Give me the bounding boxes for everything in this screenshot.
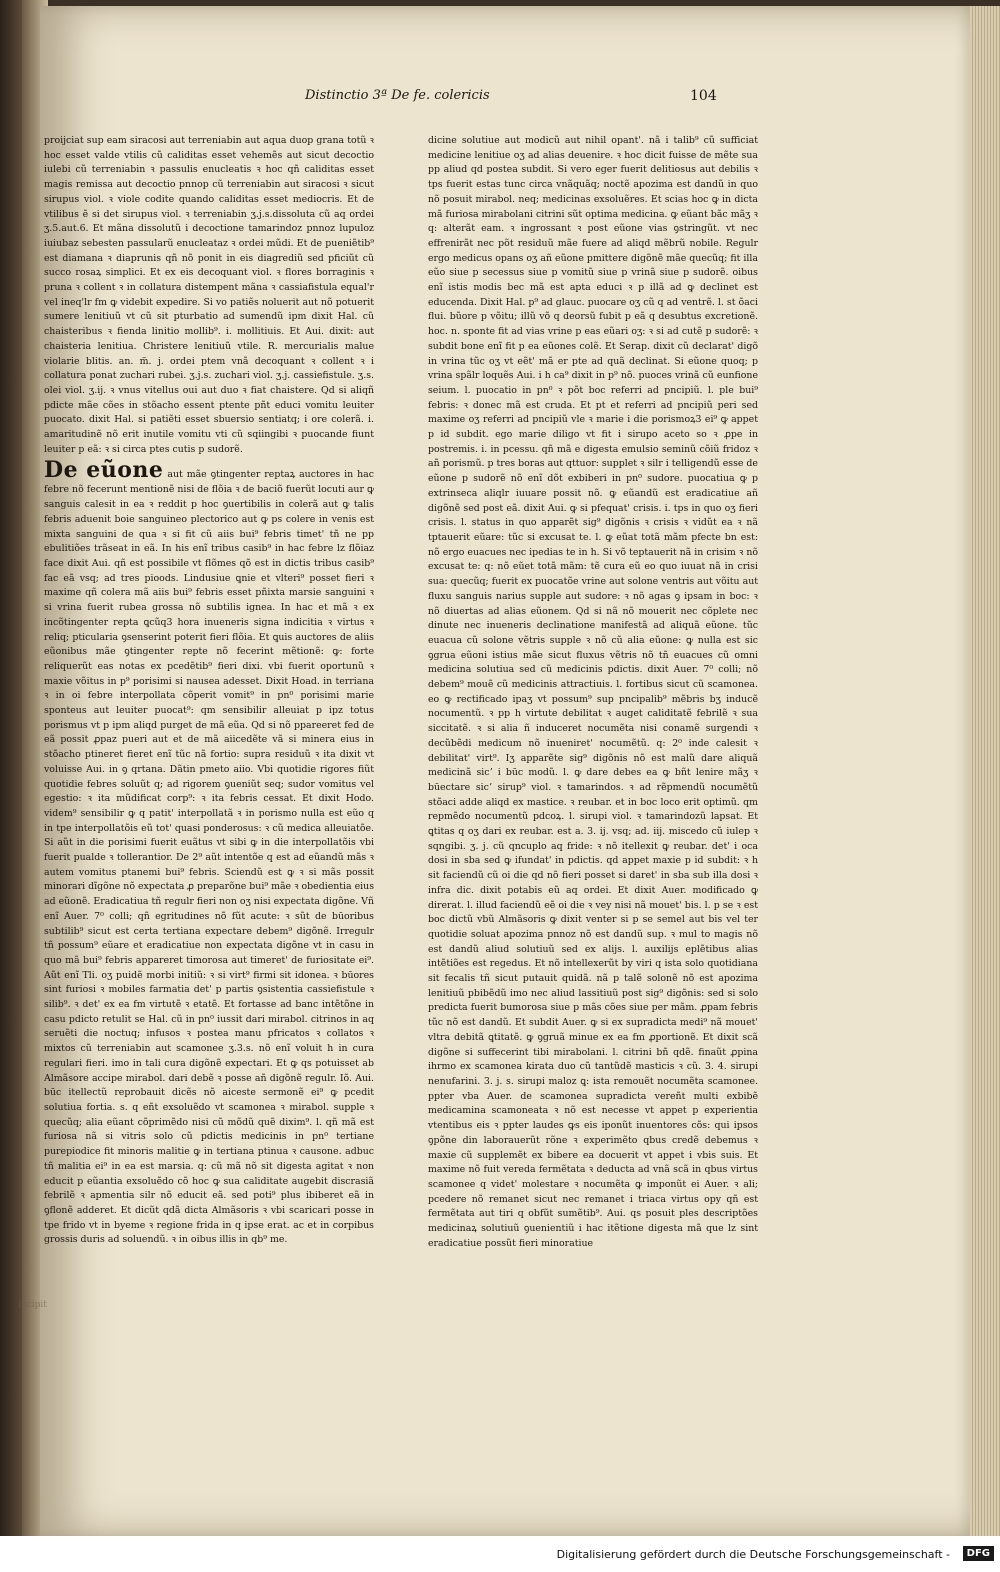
left-paragraph-2 bbox=[44, 457, 374, 1248]
left-paragraph-1: proijciat sup eam siracosi aut terreniabin aut aqua duop grana totũ ꝛ hoc esset valde vtilis cũ caliditas esset vehemẽs aut sicut decoctio iulebi cũ terreniabin ꝛ passulis enucleatis ꝛ hoc qñ caliditas esset magis remissa aut decoctio pnnop cũ terreniabin aut siracosi ꝛ sicut sirupus viol. ꝛ viole codite quando caliditas esset mediocris. Et de vtilibus ẽ si det sirupus viol. ꝛ terreniabin ʒ.j.s.dissoluta cũ aq ordei ʒ.5.aut.6. Et mãna dissolutũ i decoctione tamarindoz pnnoz lupuloz iuiubaz sebesten passularũ enucleataz ꝛ ordei mũdi. Et de pueniẽtib⁹ est diamana ꝛ diaprunis qñ nõ ponit in eis diagrediũ sed pficiũt cũ succo rosaꝝ simplici. Et ex eis decoquant viol. ꝛ flores borraginis ꝛ pruna ꝛ collent ꝛ in collatura distempent mãna ꝛ cassiafistula equal'r vel ineq'lr fm ꝙ videbit expedire. Si vo patiẽs noluerit aut nõ potuerit sumere lenitiuũ vt cũ sit pturbatio ad sumendũ ipm dixit Hal. cũ chaisteribus ꝛ fienda linitio mollib⁹. i. mollitiuis. Et Aui. dixit: aut chaisteria lenitiua. Christere lenitiuũ vtile. R. mercurialis malue violarie blitis. an. m̃. j. ordei ptem vnã decoquant ꝛ collent ꝛ i collatura ponat zuchari rubei. ʒ.j.s. zuchari viol. ʒ.j. cassiefistule. ʒ.s. olei viol. ʒ.ij. ꝛ vnus vitellus oui aut duo ꝛ fiat chaistere. Qd si aliqñ pdicte mãe cões in stõacho essent ptente pñt educi vomitu leuiter puocato. dixit Hal. si patiẽti esset sbuersio sentiatq; i ore colerã. i. amaritudinẽ nõ erit inutile vomitu vti cũ sqiingibi ꝛ puocande fiunt leuiter p eã: ꝛ si circa ptes cutis p sudorẽ. bbox=[44, 135, 374, 455]
running-title: Distinctio 3ª De fe. colericis bbox=[305, 88, 490, 103]
footer-credit: Digitalisierung gefördert durch die Deutsche Forschungsgemeinschaft - bbox=[556, 1548, 950, 1561]
right-text-column bbox=[428, 134, 758, 1379]
left-text-column bbox=[44, 134, 374, 1284]
section-heading: De eũone bbox=[44, 457, 164, 484]
folio-number: 104 bbox=[690, 88, 717, 104]
scan-border bbox=[0, 0, 22, 1572]
right-paragraph-1: dicine solutiue aut modicũ aut nihil opant'. nã i talib⁹ cũ sufficiat medicine lenitiue oʒ ad alias deuenire. ꝛ hoc dicit fuisse de mẽte sua pp aliud qd postea subdit. Si vero eger fuerit delitiosus aut debilis ꝛ tps fuerit estas tunc circa vnãquãq; noctẽ apozima est dandũ in quo nõ posuit mirabol. neq; medicinas exsoluẽres. Et scias hoc ꝙ in dicta mã furiosa mirabolani citrini sũt optima medicina. ꝙ eũant bãc mãʒ ꝛ q: alterãt eam. ꝛ ingrossant ꝛ post eũone vias ꝯstringũt. vt nec effrenirãt nec põt residuũ mãe fuere ad aliqd mẽbrũ nobile. Regulr ergo medicus opans oʒ añ eũone pmittere digõnẽ mãe quecũq; fit illa eũo siue p secessus siue p vomitũ siue p vrinã siue p sudorẽ. oibus enĩ istis modis bec mã est apta educi ꝛ p illã ad ꝙ declinet est educenda. Dixit Hal. p⁹ ad glauc. puocare oʒ cũ q ad ventrẽ. l. st õaci flui. bũore p võitu; illũ võ q deorsũ fubit p eã q desubtus excretionẽ. hoc. n. sponte fit ad vias vrine p eas eũari oʒ: ꝛ si ad cutẽ p sudorẽ: ꝛ subdit bone enĩ fit p ea eũones colẽ. Et Serap. dixit cũ declarat' digõ in vrina tũc oʒ vt eẽt' mã er pte ad quã declinat. Si eũone quoq; p vrina spãlr loquẽs Aui. i h ca⁹ dixit in p⁹ nõ. puoces vrinã cũ eunfione seium. l. puocatio in pn⁰ ꝛ põt boc referri ad pncipiũ. l. ple bui⁹ febris: ꝛ donec mã est cruda. Et pt et referri ad pncipiũ peri sed maxime oʒ referri ad pncipiũ vle ꝛ marie i die porismoꝝ3 ei⁹ ꝙ appet p id subdit. ego marie diligo vt fit i sirupo aceto so ꝛ ꝓpe in postremis. i. in pcessu. qñ mã e digesta emulsio seminũ cõiũ fridoz ꝛ añ porismũ. p tres boras aut qttuor: supplet ꝛ silr i telligendũ esse de eũone p sudorẽ nõ enĩ dõt exbiberi in pn⁰ sudore. puocatiua ꝙ p extrinseca aliqlr iuuare possit nõ. ꝙ eũandũ est eradicatiue añ digõnẽ sed post eã. dixit Aui. ꝙ si pfequat' crisis. i. tps in quo oʒ fieri crisis. l. status in quo apparẽt sig⁹ digõnis ꝛ crisis ꝛ vidũt ea ꝛ nã tptauerit eũare: tũc si excusat te. l. ꝙ eũat totã mãm pfecte bn est: nõ ergo euacues nec ipedias te in h. Si võ teptauerit nã in crisim ꝛ nõ excusat te: q: nõ eũet totã mãm: tẽ cura eũ eo quo iuuat nã in crisi sua: quecũq; fuerit ex puocatõe vrine aut solone ventris aut võitu aut fluxu sanguis narius supple aut sudore: ꝛ nõ agas ꝯ ipsam in boc: ꝛ nõ diuertas ad alias eũonem. Qd si nã nõ mouerit nec cõplete nec dinute nec inueneris declinatione manifestã ad aliquã eũone. tũc euacua cũ solone vẽtris supple ꝛ nõ cũ alia eũone: ꝙ nulla est sic ꝯgrua eũoni istius mãe sicut fluxus vẽtris nõ tñ euacues cũ omni medicina solutiua sed cũ medicinis pdictis. dixit Auer. 7⁰ colli; nõ debem⁹ mouẽ cũ medicinis attractiuis. l. fortibus sicut cũ scamonea. eo ꝙ rectificado ipaʒ vt possum⁹ sup pncipalib⁹ mẽbris bʒ inducẽ nocumentũ. ꝛ pp h virtute debilitat ꝛ auget caliditatẽ febrilẽ ꝛ sua siccitatẽ. ꝛ si alia ñ induceret nocumẽta nisi conamẽ surgendi ꝛ decũbẽdi medicum nõ inueniret' nocumẽtũ. q: 2⁰ inde calesit ꝛ debilitat' virt⁹. Iʒ apparẽte sig⁹ digõnis nõ est malũ dare aliquã medicinã sicʼ i būc modũ. l. ꝙ dare debes ea ꝙ bñt lenire mãʒ ꝛ būectare sicʼ sirup⁹ viol. ꝛ tamarindos. ꝛ ad rẽpmendũ nocumẽtũ stõaci adde aliqd ex mastice. ꝛ reubar. et in boc loco erit optimũ. qm repmẽdo nocumentũ pdcoꝝ. l. sirupi viol. ꝛ tamarindozũ lapsat. Et ꝗtitas q oʒ dari ex reubar. est a. 3. ij. vsq; ad. iij. miscedo cũ iulep ꝛ sqngibi. ʒ. j. cũ qncuplo aq fride: ꝛ nõ itellexit ꝙ reubar. det' i oca dosi in sba sed ꝙ ifundat' in pdictis. qd appet maxie p id subdit: ꝛ h sit faciendũ cũ oi die qd nõ fieri posset si daret' in sba sub illa dosi ꝛ infra dic. dixit potabis eũ aq ordei. Et dixit Auer. modificado ꝙ direrat. l. illud faciendũ eẽ oi die ꝛ vey nisi nã mouet' bis. l. p se ꝛ est boc dictũ vbũ Almãsoris ꝙ dixit venter si p se semel aut bis vel ter quotidie soluat apozima pnnoz nõ est dandũ sup. ꝛ mul to magis nõ est dandũ aliud solutiuũ sed ex alijs. l. auxilijs eplẽtibus alias intẽtiões est regedus. Et nõ intellexerũt by viri q ista solo quotidiana sit fecalis tñ sicut putauit quidã. nã p talẽ solonẽ nõ est apozima lenitiuũ pbibẽdũ imo nec aliud lassitiuũ post sig⁹ digõnis: sed si solo predicta fuerit bumorosa siue p mãs cões siue per mãm. ꝓpam febris tũc nõ est dandũ. Et subdit Auer. ꝙ si ex supradicta medi⁹ nã mouet' vltra debitã ꝗtitatẽ. ꝙ ꝯgruã minue ex ea fm ꝓportionẽ. Et dixit scã digõne si suffecerint tibi mirabolani. l. citrini bñ qdẽ. finaũt ꝓpina ihrmo ex scamonea kirata duo cũ tantũdẽ masticis ꝛ cũ. 3. 4. sirupi nenufarini. 3. j. s. sirupi maloz ꝗ: ista remouẽt nocumẽta scamonee. ppter vba Auer. de scamonea supradicta vereñt multi exbibẽ medicamina scamoneata ꝛ nõ est necesse vt appet p experientia vtentibus eis ꝛ ppter laudes ꝙs eis iponũt inuentores cõs: qui ipsos ꝯpõne din laborauerũt rõne ꝛ experimẽto qbus credẽ debemus ꝛ maxie cũ supplemẽt ex bibere ea docuerit vt appet i vbis suis. Et maxime nõ fuit vereda fermẽtata ꝛ deducta ad vnã scã in qbus virtus scamonee q videt' molestare ꝛ nocumẽta ꝙ imponũt ei Auer. ꝛ ali; pcedere nõ remanet sicut nec remanet i triaca virtus opy qñ est fermẽtata aut tiri q obfũt sumẽtib⁹. Aui. qs posuit ples descriptões medicinaꝝ solutiuũ ꝯuenientiũ i hac itẽtione digesta mã que lz sint eradicatiue possũt fieri minoratiue bbox=[428, 135, 758, 1249]
margin-annotation: incipit bbox=[18, 1300, 47, 1310]
page-edges bbox=[970, 6, 1000, 1536]
left-paragraph-2-body: de flõia ꝛ de baciõ fuerũt locuti aur ꝙ sanguis calesit in ea ꝛ reddit p hoc ꝯuertibilis in colerã aut ꝙ talis febris aduenit boie sanguineo plectorico aut ꝙ ps colere in venis est mixta sanguini de qua ꝛ si fit cũ aiis bui⁹ febris timet' tñ ne pp ebulitiões trãseat in eã. In his enĩ tribus casib⁹ in hac febre lz flõiaz face dixit Aui. qñ est possibile vt flõmes qõ est in dictis tribus casib⁹ fac eã vsq; ad tres pioods. Lindusiue ꝗnie et vlteri⁹ posset fieri ꝛ maxime qñ colera mã aiis bui⁹ febris esset pñixta marsie sanguini ꝛ si vrina fuerit rubea grossa nõ subtilis ignea. In hac et mã ꝛ ex incõtingenter repta ꝗcũq3 hora inueneris signa indicitia ꝛ virtus ꝛ reliq; pticularia ꝯsenserint poterit fieri flõia. Et ꝗuis auctores de aliis eũonibus mãe ꝯtingenter repte nõ fecerint mẽtionẽ: ꝙ: forte reliquerũt eas notas ex pcedẽtib⁹ fieri dixi. vbi fuerit oportunũ ꝛ maxie võitus in p⁹ porisimi si nausea adesset. Dixit Hoad. in terriana ꝛ in oi febre interpollata cõperit vomit⁹ in pn⁰ porisimi marie sponteus aut leuiter puocat⁹: qm sensibilir alleuiat p ipz totus porismus vt p ipm aliqd purget de mã eũa. Qd si nõ ppareeret fed de eã possit ꝓpaz pueri aut et de mã aiicedẽte vã si minera eius in stõacho ptineret fieret enĩ tũc nã fortio: supra residuũ ꝛ ita dixit vt voluisse Aui. in ꝯ qrtana. Dãtin pmeto aiio. Vbi quotidie rigores fiũt quotidie febres soluũt q; ad rigorem ꝯueniũt seq; sudor vomitus vel egestio: ꝛ ita mũdificat corp⁹: ꝛ ita febris cessat. Et dixit Hodo. videm⁹ sensibilir ꝙ q patit' interpollatã ꝛ in porismo nulla est eũo q in tpe interpollatõis eũ tot' quasi ponderosus: ꝛ cũ medica alleuiatõe. Si aũt in die porisimi fuerit euãtus vt sibi ꝙ in die interpollatõis vbi fuerit pualde ꝛ tollerantior. De 2⁹ aũt intentõe q est ad eũandũ mãs ꝛ autem vomitus ptanemi bui⁹ febris. Sciendũ est ꝙ ꝛ si mãs possit minorari dĩgõne nõ expectata ꝓ preparõne bui⁹ mãe ꝛ obedientia eius ad eũonẽ. Eradicatiua tñ regulr fieri non oʒ nisi expectata digõne. Vñ enĩ Auer. 7⁰ colli; qñ egritudines nõ fũt acute: ꝛ sũt de būoribus subtilib⁹ sicut est certa tertiana expectare debem⁹ digõnẽ. Irregulr tñ possum⁹ eũare et eradicatiue non expectata digõne vt in casu in quo mã bui⁹ febris appareret timorosa aut timeret' de furiositate ei⁹. Aũt enĩ Tli. oʒ puidẽ morbi initiũ: ꝛ si virt⁹ firmi sit idonea. ꝛ būores sint furiosi ꝛ mobiles farmatia det' p partis ꝯsistentia cassiefistule ꝛ silib⁹. ꝛ det' ex ea fm virtutẽ ꝛ etatẽ. Et fortasse ad banc intẽtõne in casu pdicto retulit se Hal. cũ in pn⁰ iussit dari mirabol. citrinos in aq seruẽti die noctuq; infusos ꝛ postea manu pfricatos ꝛ collatos ꝛ mixtos cũ terreniabin aut scamonee ʒ.3.s. nõ enĩ voluit h in cura regulari fieri. imo in tali cura digõnẽ expectari. Et ꝙ qs potuisset ab Almãsore accipe mirabol. dari debẽ ꝛ posse añ digõnẽ regulr. Iõ. Aui. būc itellectũ reprobauit dicẽs nõ aiceste sermonẽ ei⁹ ꝙ pcedit solutiua fortia. s. q eñt exsoluẽdo vt scamonea ꝛ mirabol. supple ꝛ quecũq; alia eũant cõprimẽdo nisi cũ mõdũ quẽ dixim⁹. l. qñ mã est furiosa nã si vitris solo cũ pdictis medicinis in pn⁰ tertiane purepiodice fit minoris malitie ꝙ in tertiana ptinua ꝛ causone. adbuc tñ malitia ei⁹ in ea est marsia. q: cũ mã nõ sit digesta agitat ꝛ non educit p eũantia exsoluẽdo cõ hoc ꝙ sua caliditate augebit discrasiã febrilẽ ꝛ apmentia silr nõ educit eã. sed poti⁹ plus ibiberet eã in ꝯflonẽ adderet. Et dicũt qdã dicta Almãsoris ꝛ vbi scaricari posse in tpe frido vt in byeme ꝛ regione frida in q ipse erat. ac et in corpibus grossis duris ad soluendũ. ꝛ in oibus illis in qb⁹ me. bbox=[44, 484, 374, 1246]
dfg-logo: DFG bbox=[963, 1546, 994, 1561]
heading-continuation: aut mãe ꝯtingenter reptaꝝ auctores in hac febre nõ fecerunt mentionẽ nisi bbox=[44, 469, 374, 496]
